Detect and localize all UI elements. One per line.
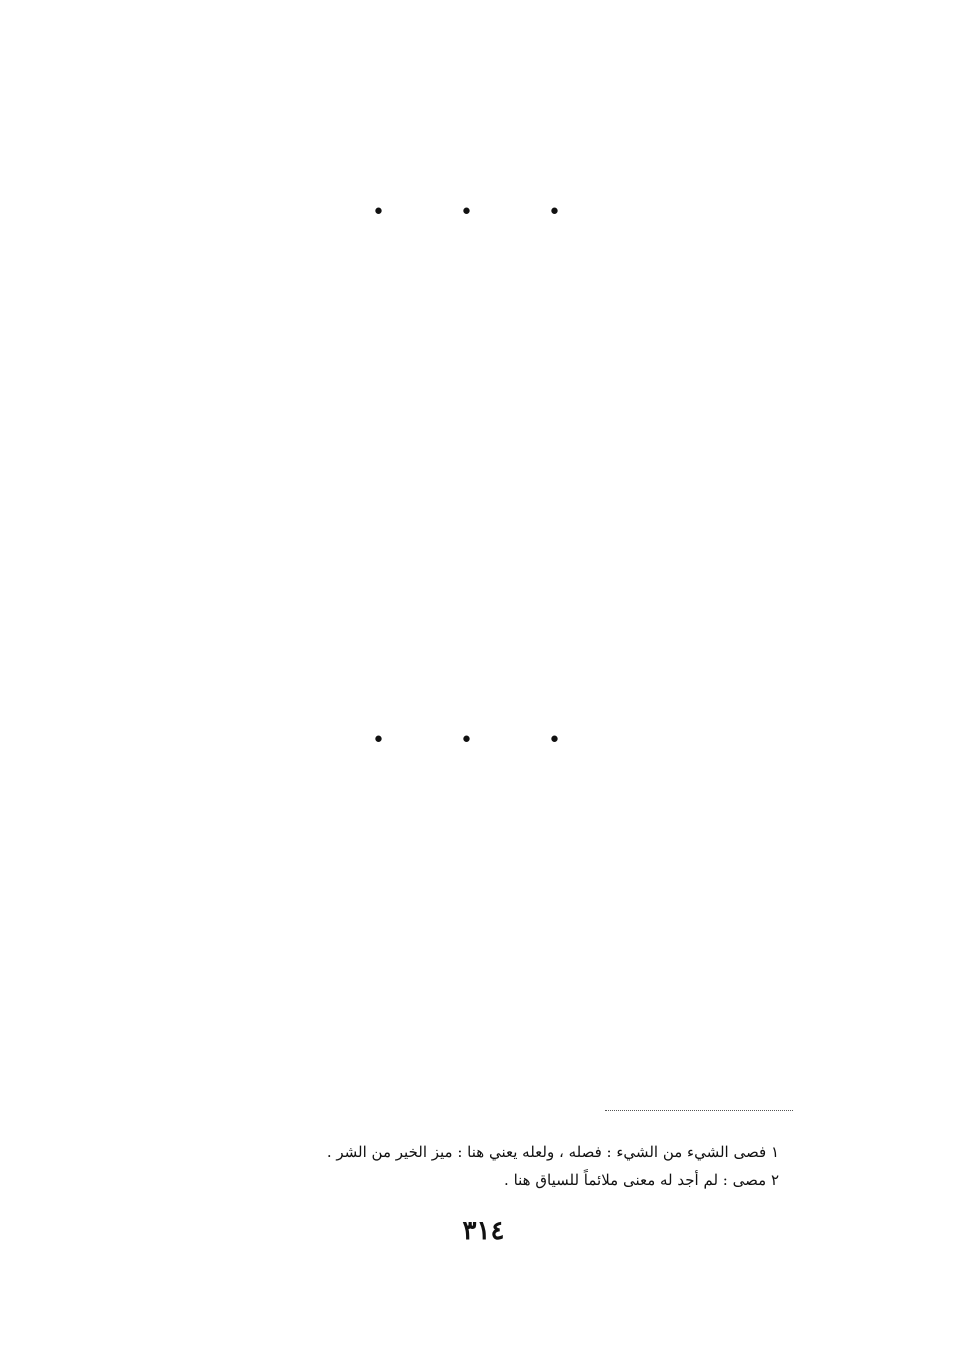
footnote-divider: [605, 1110, 793, 1111]
section-separator: • • •: [372, 728, 595, 753]
section-separator: • • •: [372, 200, 595, 225]
footnote-1: ١ فصى الشيء من الشيء : فصله ، ولعله يعني هنا : ميز الخير من الشر .: [326, 1143, 779, 1161]
footnote-2: ٢ مصى : لم أجد له معنى ملائماً للسياق هنا .: [504, 1171, 779, 1189]
page-number: ٣١٤: [462, 1216, 505, 1246]
